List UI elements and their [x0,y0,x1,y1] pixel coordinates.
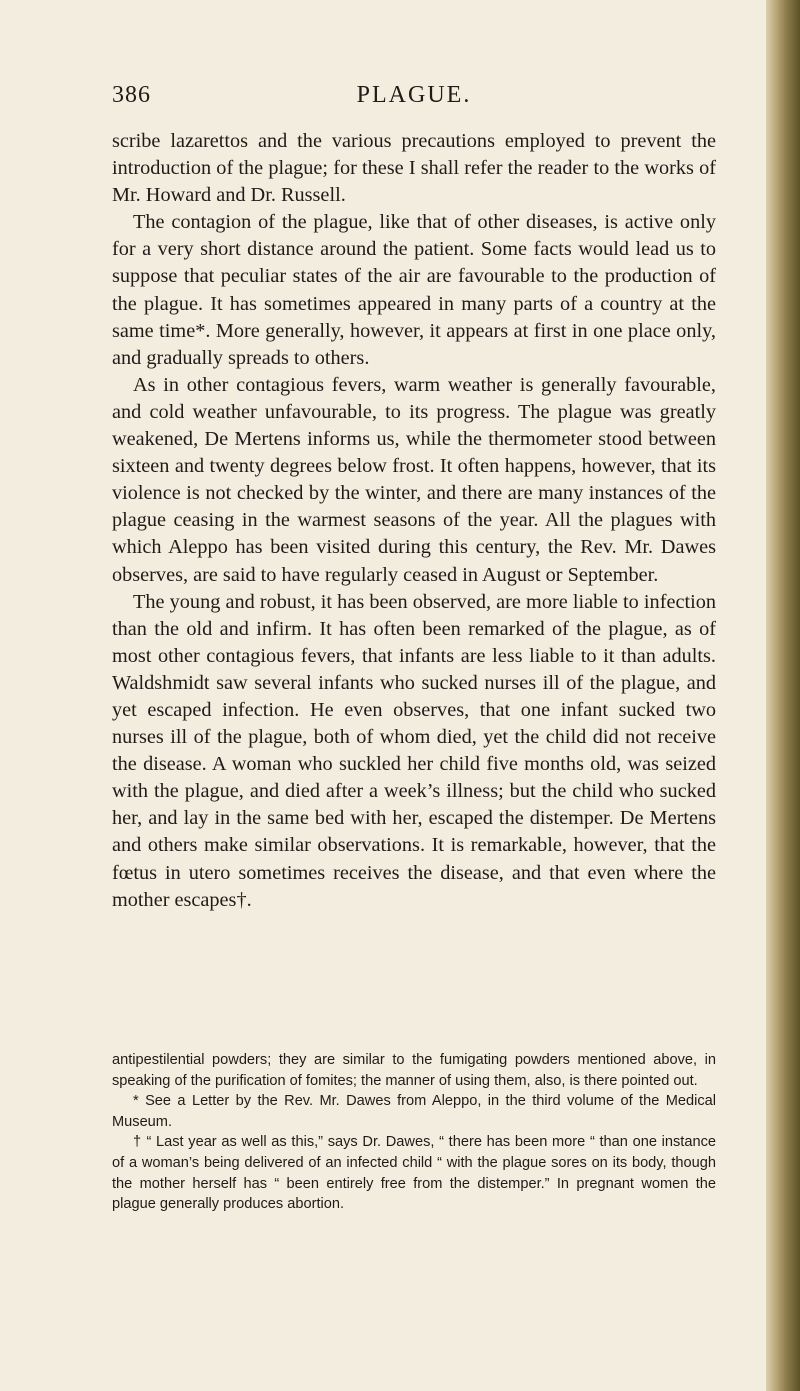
footnote: * See a Letter by the Rev. Mr. Dawes from Aleppo, in the third volume of the Medical Museum. [112,1093,716,1130]
page-number: 386 [112,82,151,108]
paragraph: As in other contagious fevers, warm weather is generally favourable, and cold weather unfavourable, to its progress. The plague was greatly weakened, De Mertens informs us, while the thermometer stood between sixteen and twenty degrees below frost. It often happens, however, that its violence is not checked by the winter, and there are many instances of the plague ceasing in the warmest seasons of the year. All the plagues with which Aleppo has been visited during this century, the Rev. Mr. Dawes observes, are said to have regularly ceased in August or September. [112,373,716,586]
running-head: PLAGUE. [356,82,472,108]
page-edge-binding [766,0,800,1391]
footnotes [112,1050,716,1215]
page-header [112,82,716,112]
footnote-continued: antipestilential powders; they are similar to the fumigating powders mentioned above, in speaking of the purification of fomites; the manner of using them, also, is there pointed out. [112,1052,716,1089]
paragraph: The young and robust, it has been observed, are more liable to infection than the old and infirm. It has often been remarked of the plague, as of most other contagious fevers, that infants are less liable to it than adults. Waldshmidt saw several infants who sucked nurses ill of the plague, and yet escaped infection. He even observes, that one infant sucked two nurses ill of the plague, both of whom died, yet the child did not receive the disease. A woman who suckled her child five months old, was seized with the plague, and died after a week’s illness; but the child who sucked her, and lay in the same bed with her, escaped the distemper. De Mertens and others make similar observations. It is remarkable, however, that the fœtus in utero sometimes receives the disease, and that even where the mother escapes†. [112,590,716,911]
footnote: † “ Last year as well as this,” says Dr. Dawes, “ there has been more “ than one instance of a woman’s being delivered of an infected child “ with the plague sores on its body, though the mother herself has “ been entirely free from the distemper.” In pregnant women the plague generally produces abortion. [112,1134,716,1213]
paragraph: The contagion of the plague, like that of other diseases, is active only for a very short distance around the patient. Some facts would lead us to suppose that peculiar states of the air are favourable to the production of the plague. It has sometimes appeared in many parts of a country at the same time*. More generally, however, it appears at first in one place only, and gradually spreads to others. [112,211,716,369]
paragraph-continued: scribe lazarettos and the various precautions employed to prevent the introduction of the plague; for these I shall refer the reader to the works of Mr. Howard and Dr. Russell. [112,130,716,207]
body-text [112,128,716,914]
